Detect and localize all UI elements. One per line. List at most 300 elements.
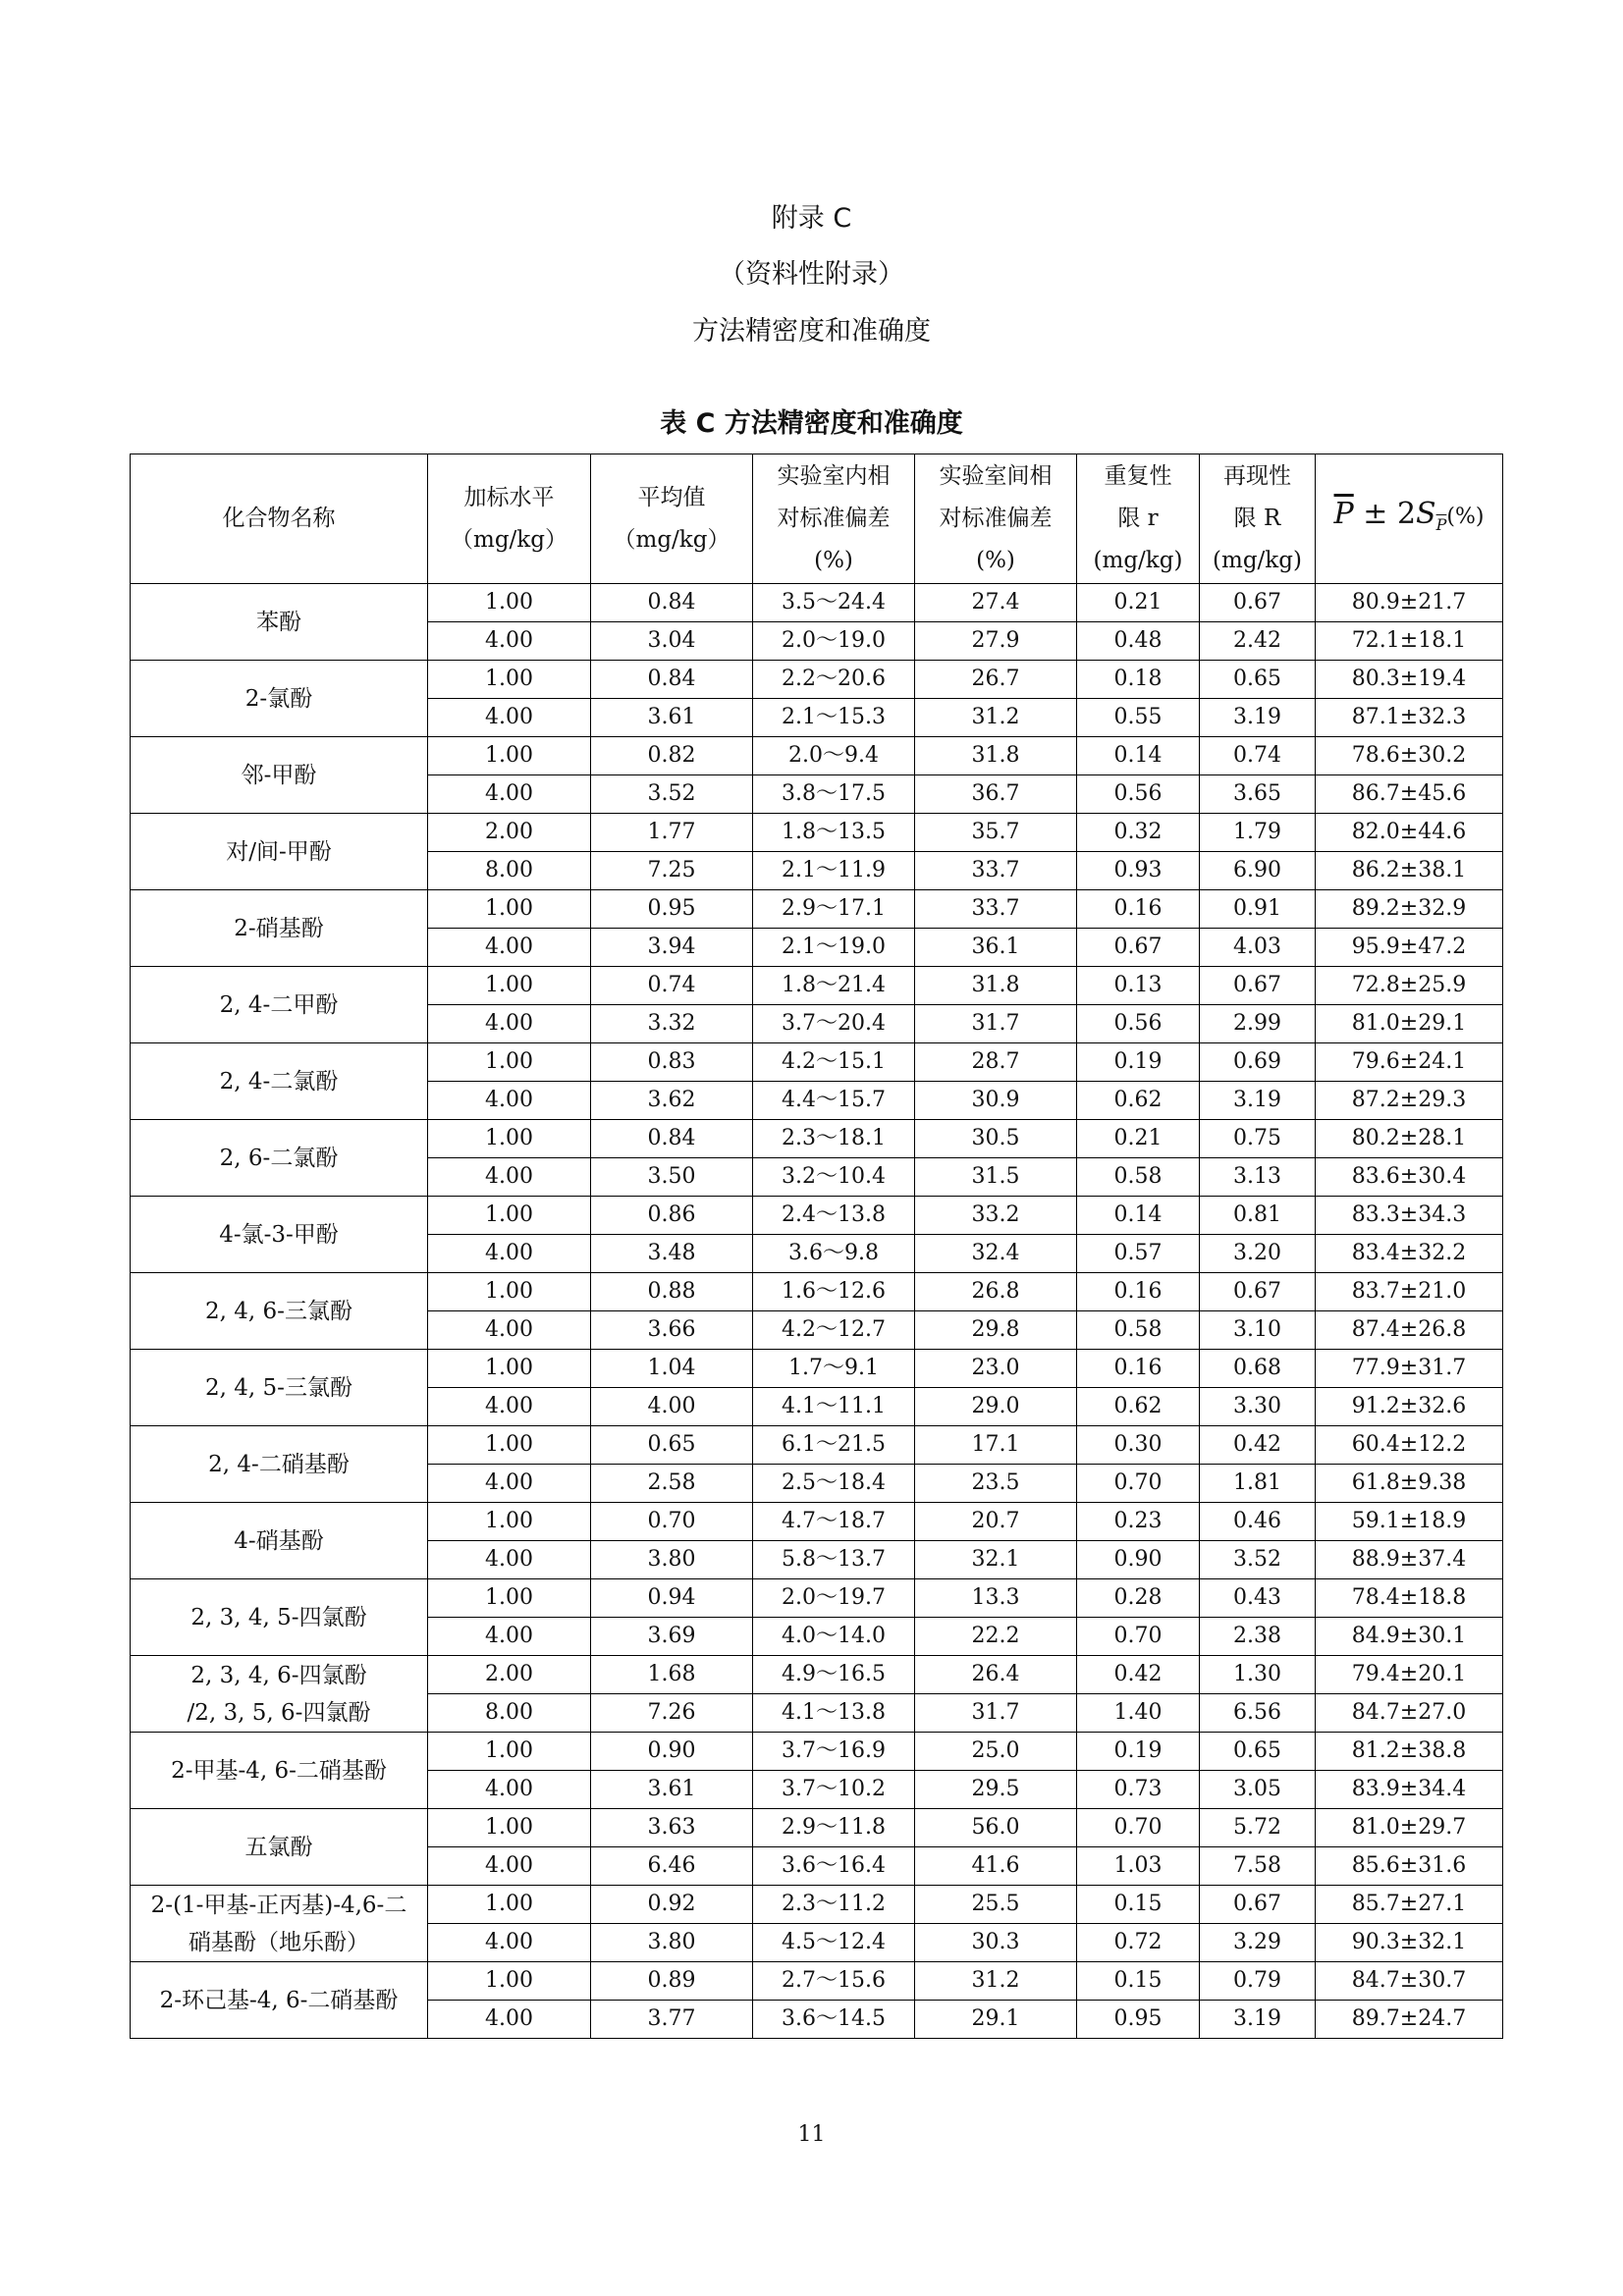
repeatability-cell: 0.28 (1077, 1579, 1200, 1618)
intra-lab-rsd-cell: 5.8～13.7 (753, 1541, 915, 1579)
plus-minus-text: ± 2 (1353, 496, 1417, 531)
recovery-cell: 87.1±32.3 (1316, 699, 1503, 737)
recovery-cell: 81.0±29.7 (1316, 1809, 1503, 1847)
intra-lab-rsd-cell: 2.7～15.6 (753, 1962, 915, 2001)
intra-lab-rsd-cell: 2.3～11.2 (753, 1886, 915, 1924)
recovery-cell: 83.7±21.0 (1316, 1273, 1503, 1311)
intra-lab-rsd-cell: 1.8～13.5 (753, 814, 915, 852)
page-number: 11 (797, 2122, 826, 2147)
reproducibility-cell: 0.65 (1200, 661, 1316, 699)
recovery-cell: 89.2±32.9 (1316, 890, 1503, 929)
table-row (131, 1809, 1503, 1847)
recovery-cell: 59.1±18.9 (1316, 1503, 1503, 1541)
inter-lab-rsd-cell: 30.3 (915, 1924, 1077, 1962)
intra-lab-rsd-cell: 2.9～17.1 (753, 890, 915, 929)
spike-level-cell: 1.00 (428, 1886, 591, 1924)
inter-lab-rsd-cell: 23.0 (915, 1350, 1077, 1388)
appendix-title: 附录 C (771, 203, 852, 234)
intra-lab-rsd-cell: 3.6～9.8 (753, 1235, 915, 1273)
inter-lab-rsd-cell: 29.5 (915, 1771, 1077, 1809)
reproducibility-cell: 0.91 (1200, 890, 1316, 929)
table-header (131, 454, 1503, 584)
repeatability-cell: 1.40 (1077, 1694, 1200, 1733)
spike-level-cell: 4.00 (428, 1235, 591, 1273)
compound-name-cell: 2, 4-二氯酚 (131, 1043, 428, 1120)
table-row (131, 1962, 1503, 2001)
compound-name-cell: 2, 6-二氯酚 (131, 1120, 428, 1197)
mean-value-cell: 0.86 (591, 1197, 753, 1235)
spike-level-cell: 4.00 (428, 1541, 591, 1579)
recovery-cell: 60.4±12.2 (1316, 1426, 1503, 1465)
table-row (131, 1886, 1503, 1924)
recovery-cell: 87.2±29.3 (1316, 1082, 1503, 1120)
recovery-cell: 84.7±30.7 (1316, 1962, 1503, 2001)
table-body (131, 584, 1503, 2039)
spike-level-cell: 4.00 (428, 929, 591, 967)
recovery-cell: 61.8±9.38 (1316, 1465, 1503, 1503)
recovery-cell: 82.0±44.6 (1316, 814, 1503, 852)
mean-value-cell: 4.00 (591, 1388, 753, 1426)
inter-lab-rsd-cell: 56.0 (915, 1809, 1077, 1847)
intra-lab-rsd-cell: 1.6～12.6 (753, 1273, 915, 1311)
spike-level-cell: 1.00 (428, 1426, 591, 1465)
mean-value-cell: 0.95 (591, 890, 753, 929)
repeatability-cell: 0.16 (1077, 1350, 1200, 1388)
mean-value-cell: 3.04 (591, 622, 753, 661)
spike-level-cell: 4.00 (428, 1465, 591, 1503)
header-row (131, 454, 1503, 584)
intra-lab-rsd-cell: 4.2～12.7 (753, 1311, 915, 1350)
reproducibility-cell: 2.42 (1200, 622, 1316, 661)
p-bar-symbol: $\overline{P}$ (1333, 496, 1354, 531)
repeatability-cell: 0.14 (1077, 737, 1200, 775)
reproducibility-cell: 0.42 (1200, 1426, 1316, 1465)
compound-name-cell: 2-甲基-4, 6-二硝基酚 (131, 1733, 428, 1809)
percent-unit: (%) (1446, 504, 1485, 529)
reproducibility-cell: 4.03 (1200, 929, 1316, 967)
table-row (131, 1426, 1503, 1465)
repeatability-cell: 0.57 (1077, 1235, 1200, 1273)
inter-lab-rsd-cell: 32.4 (915, 1235, 1077, 1273)
spike-level-cell: 4.00 (428, 622, 591, 661)
inter-lab-rsd-cell: 22.2 (915, 1618, 1077, 1656)
table-row (131, 1273, 1503, 1311)
reproducibility-cell: 3.30 (1200, 1388, 1316, 1426)
repeatability-cell: 0.55 (1077, 699, 1200, 737)
spike-level-cell: 8.00 (428, 852, 591, 890)
inter-lab-rsd-cell: 30.5 (915, 1120, 1077, 1158)
recovery-cell: 90.3±32.1 (1316, 1924, 1503, 1962)
intra-lab-rsd-cell: 3.8～17.5 (753, 775, 915, 814)
mean-value-cell: 3.48 (591, 1235, 753, 1273)
inter-lab-rsd-cell: 30.9 (915, 1082, 1077, 1120)
mean-value-cell: 0.84 (591, 1120, 753, 1158)
repeatability-cell: 0.72 (1077, 1924, 1200, 1962)
reproducibility-cell: 3.19 (1200, 699, 1316, 737)
repeatability-cell: 0.48 (1077, 622, 1200, 661)
table-row (131, 1579, 1503, 1618)
intra-lab-rsd-cell: 3.5～24.4 (753, 584, 915, 622)
table-row (131, 1197, 1503, 1235)
compound-name-cell: 对/间-甲酚 (131, 814, 428, 890)
reproducibility-cell: 1.30 (1200, 1656, 1316, 1694)
inter-lab-rsd-cell: 31.7 (915, 1694, 1077, 1733)
intra-lab-rsd-cell: 4.1～13.8 (753, 1694, 915, 1733)
repeatability-cell: 0.56 (1077, 1005, 1200, 1043)
inter-lab-rsd-cell: 29.8 (915, 1311, 1077, 1350)
recovery-cell: 80.3±19.4 (1316, 661, 1503, 699)
mean-value-cell: 3.66 (591, 1311, 753, 1350)
recovery-cell: 78.6±30.2 (1316, 737, 1503, 775)
repeatability-cell: 0.95 (1077, 2001, 1200, 2039)
recovery-cell: 85.6±31.6 (1316, 1847, 1503, 1886)
spike-level-cell: 4.00 (428, 1005, 591, 1043)
reproducibility-cell: 0.43 (1200, 1579, 1316, 1618)
repeatability-cell: 0.90 (1077, 1541, 1200, 1579)
inter-lab-rsd-cell: 20.7 (915, 1503, 1077, 1541)
table-caption: 表 C 方法精密度和准确度 (660, 408, 963, 439)
header-intra-lab-rsd: 实验室内相 对标准偏差 (%) (753, 454, 915, 584)
intra-lab-rsd-cell: 3.7～20.4 (753, 1005, 915, 1043)
reproducibility-cell: 6.56 (1200, 1694, 1316, 1733)
mean-value-cell: 1.68 (591, 1656, 753, 1694)
compound-name-cell: 4-氯-3-甲酚 (131, 1197, 428, 1273)
inter-lab-rsd-cell: 25.5 (915, 1886, 1077, 1924)
intra-lab-rsd-cell: 2.5～18.4 (753, 1465, 915, 1503)
header-recovery-formula (1316, 454, 1503, 584)
spike-level-cell: 1.00 (428, 584, 591, 622)
inter-lab-rsd-cell: 25.0 (915, 1733, 1077, 1771)
header-compound-name: 化合物名称 (131, 454, 428, 584)
repeatability-cell: 1.03 (1077, 1847, 1200, 1886)
spike-level-cell: 8.00 (428, 1694, 591, 1733)
table-row (131, 737, 1503, 775)
spike-level-cell: 4.00 (428, 775, 591, 814)
reproducibility-cell: 0.67 (1200, 1273, 1316, 1311)
compound-name-cell: 2-(1-甲基-正丙基)-4,6-二 硝基酚（地乐酚） (131, 1886, 428, 1962)
repeatability-cell: 0.70 (1077, 1809, 1200, 1847)
inter-lab-rsd-cell: 32.1 (915, 1541, 1077, 1579)
spike-level-cell: 4.00 (428, 1924, 591, 1962)
intra-lab-rsd-cell: 4.2～15.1 (753, 1043, 915, 1082)
compound-name-cell: 2, 4-二甲酚 (131, 967, 428, 1043)
reproducibility-cell: 0.69 (1200, 1043, 1316, 1082)
inter-lab-rsd-cell: 31.8 (915, 737, 1077, 775)
spike-level-cell: 1.00 (428, 1503, 591, 1541)
repeatability-cell: 0.70 (1077, 1465, 1200, 1503)
mean-value-cell: 6.46 (591, 1847, 753, 1886)
spike-level-cell: 1.00 (428, 1962, 591, 2001)
repeatability-cell: 0.16 (1077, 1273, 1200, 1311)
repeatability-cell: 0.62 (1077, 1082, 1200, 1120)
spike-level-cell: 1.00 (428, 890, 591, 929)
reproducibility-cell: 0.74 (1200, 737, 1316, 775)
compound-name-cell: 2, 3, 4, 6-四氯酚 /2, 3, 5, 6-四氯酚 (131, 1656, 428, 1733)
table-row (131, 814, 1503, 852)
table-row (131, 1656, 1503, 1694)
recovery-cell: 86.7±45.6 (1316, 775, 1503, 814)
mean-value-cell: 3.62 (591, 1082, 753, 1120)
reproducibility-cell: 3.65 (1200, 775, 1316, 814)
mean-value-cell: 1.04 (591, 1350, 753, 1388)
recovery-cell: 95.9±47.2 (1316, 929, 1503, 967)
intra-lab-rsd-cell: 4.5～12.4 (753, 1924, 915, 1962)
reproducibility-cell: 0.67 (1200, 967, 1316, 1005)
reproducibility-cell: 2.38 (1200, 1618, 1316, 1656)
inter-lab-rsd-cell: 28.7 (915, 1043, 1077, 1082)
recovery-cell: 88.9±37.4 (1316, 1541, 1503, 1579)
spike-level-cell: 4.00 (428, 1847, 591, 1886)
inter-lab-rsd-cell: 27.9 (915, 622, 1077, 661)
appendix-type: （资料性附录） (719, 259, 904, 290)
inter-lab-rsd-cell: 26.7 (915, 661, 1077, 699)
intra-lab-rsd-cell: 2.3～18.1 (753, 1120, 915, 1158)
intra-lab-rsd-cell: 2.4～13.8 (753, 1197, 915, 1235)
inter-lab-rsd-cell: 31.2 (915, 699, 1077, 737)
compound-name-cell: 苯酚 (131, 584, 428, 661)
recovery-cell: 83.9±34.4 (1316, 1771, 1503, 1809)
recovery-cell: 84.9±30.1 (1316, 1618, 1503, 1656)
mean-value-cell: 3.52 (591, 775, 753, 814)
spike-level-cell: 1.00 (428, 1579, 591, 1618)
mean-value-cell: 0.74 (591, 967, 753, 1005)
spike-level-cell: 4.00 (428, 1618, 591, 1656)
spike-level-cell: 1.00 (428, 1809, 591, 1847)
intra-lab-rsd-cell: 4.1～11.1 (753, 1388, 915, 1426)
mean-value-cell: 0.70 (591, 1503, 753, 1541)
mean-value-cell: 3.77 (591, 2001, 753, 2039)
intra-lab-rsd-cell: 2.1～19.0 (753, 929, 915, 967)
inter-lab-rsd-cell: 33.7 (915, 852, 1077, 890)
compound-name-cell: 五氯酚 (131, 1809, 428, 1886)
mean-value-cell: 3.61 (591, 699, 753, 737)
inter-lab-rsd-cell: 35.7 (915, 814, 1077, 852)
repeatability-cell: 0.14 (1077, 1197, 1200, 1235)
reproducibility-cell: 3.19 (1200, 2001, 1316, 2039)
reproducibility-cell: 5.72 (1200, 1809, 1316, 1847)
mean-value-cell: 0.88 (591, 1273, 753, 1311)
spike-level-cell: 1.00 (428, 1733, 591, 1771)
spike-level-cell: 4.00 (428, 1388, 591, 1426)
inter-lab-rsd-cell: 13.3 (915, 1579, 1077, 1618)
intra-lab-rsd-cell: 4.9～16.5 (753, 1656, 915, 1694)
recovery-cell: 89.7±24.7 (1316, 2001, 1503, 2039)
header-mean-value: 平均值 （mg/kg） (591, 454, 753, 584)
intra-lab-rsd-cell: 6.1～21.5 (753, 1426, 915, 1465)
repeatability-cell: 0.23 (1077, 1503, 1200, 1541)
spike-level-cell: 4.00 (428, 1158, 591, 1197)
table-row (131, 967, 1503, 1005)
table-row (131, 1043, 1503, 1082)
reproducibility-cell: 7.58 (1200, 1847, 1316, 1886)
inter-lab-rsd-cell: 29.0 (915, 1388, 1077, 1426)
compound-name-cell: 2, 4, 5-三氯酚 (131, 1350, 428, 1426)
intra-lab-rsd-cell: 3.7～10.2 (753, 1771, 915, 1809)
reproducibility-cell: 1.79 (1200, 814, 1316, 852)
mean-value-cell: 0.84 (591, 661, 753, 699)
spike-level-cell: 4.00 (428, 1311, 591, 1350)
intra-lab-rsd-cell: 4.4～15.7 (753, 1082, 915, 1120)
recovery-cell: 85.7±27.1 (1316, 1886, 1503, 1924)
reproducibility-cell: 0.75 (1200, 1120, 1316, 1158)
mean-value-cell: 0.83 (591, 1043, 753, 1082)
spike-level-cell: 1.00 (428, 1043, 591, 1082)
spike-level-cell: 2.00 (428, 814, 591, 852)
repeatability-cell: 0.13 (1077, 967, 1200, 1005)
compound-name-cell: 2, 3, 4, 5-四氯酚 (131, 1579, 428, 1656)
compound-name-cell: 2, 4-二硝基酚 (131, 1426, 428, 1503)
mean-value-cell: 3.50 (591, 1158, 753, 1197)
mean-value-cell: 0.94 (591, 1579, 753, 1618)
inter-lab-rsd-cell: 36.1 (915, 929, 1077, 967)
reproducibility-cell: 3.19 (1200, 1082, 1316, 1120)
header-spike-level: 加标水平 （mg/kg） (428, 454, 591, 584)
reproducibility-cell: 2.99 (1200, 1005, 1316, 1043)
reproducibility-cell: 6.90 (1200, 852, 1316, 890)
repeatability-cell: 0.15 (1077, 1962, 1200, 2001)
intra-lab-rsd-cell: 2.2～20.6 (753, 661, 915, 699)
reproducibility-cell: 3.52 (1200, 1541, 1316, 1579)
recovery-cell: 72.1±18.1 (1316, 622, 1503, 661)
repeatability-cell: 0.15 (1077, 1886, 1200, 1924)
repeatability-cell: 0.70 (1077, 1618, 1200, 1656)
recovery-cell: 78.4±18.8 (1316, 1579, 1503, 1618)
intra-lab-rsd-cell: 1.8～21.4 (753, 967, 915, 1005)
inter-lab-rsd-cell: 27.4 (915, 584, 1077, 622)
appendix-subject: 方法精密度和准确度 (692, 316, 931, 347)
spike-level-cell: 2.00 (428, 1656, 591, 1694)
reproducibility-cell: 0.81 (1200, 1197, 1316, 1235)
intra-lab-rsd-cell: 3.6～16.4 (753, 1847, 915, 1886)
table-row (131, 1120, 1503, 1158)
mean-value-cell: 7.26 (591, 1694, 753, 1733)
recovery-cell: 72.8±25.9 (1316, 967, 1503, 1005)
repeatability-cell: 0.93 (1077, 852, 1200, 890)
compound-name-cell: 4-硝基酚 (131, 1503, 428, 1579)
mean-value-cell: 3.61 (591, 1771, 753, 1809)
inter-lab-rsd-cell: 26.8 (915, 1273, 1077, 1311)
repeatability-cell: 0.56 (1077, 775, 1200, 814)
mean-value-cell: 3.80 (591, 1541, 753, 1579)
repeatability-cell: 0.42 (1077, 1656, 1200, 1694)
reproducibility-cell: 3.20 (1200, 1235, 1316, 1273)
p-subscript: P (1435, 514, 1447, 534)
mean-value-cell: 3.94 (591, 929, 753, 967)
repeatability-cell: 0.16 (1077, 890, 1200, 929)
mean-value-cell: 3.69 (591, 1618, 753, 1656)
recovery-cell: 80.9±21.7 (1316, 584, 1503, 622)
mean-value-cell: 3.32 (591, 1005, 753, 1043)
intra-lab-rsd-cell: 2.0～19.7 (753, 1579, 915, 1618)
intra-lab-rsd-cell: 2.1～11.9 (753, 852, 915, 890)
mean-value-cell: 0.84 (591, 584, 753, 622)
inter-lab-rsd-cell: 26.4 (915, 1656, 1077, 1694)
recovery-cell: 86.2±38.1 (1316, 852, 1503, 890)
spike-level-cell: 1.00 (428, 1197, 591, 1235)
header-inter-lab-rsd: 实验室间相 对标准偏差 (%) (915, 454, 1077, 584)
inter-lab-rsd-cell: 33.2 (915, 1197, 1077, 1235)
spike-level-cell: 1.00 (428, 1120, 591, 1158)
repeatability-cell: 0.73 (1077, 1771, 1200, 1809)
recovery-cell: 81.0±29.1 (1316, 1005, 1503, 1043)
intra-lab-rsd-cell: 2.0～19.0 (753, 622, 915, 661)
inter-lab-rsd-cell: 31.8 (915, 967, 1077, 1005)
spike-level-cell: 1.00 (428, 967, 591, 1005)
intra-lab-rsd-cell: 3.7～16.9 (753, 1733, 915, 1771)
repeatability-cell: 0.21 (1077, 584, 1200, 622)
spike-level-cell: 4.00 (428, 1082, 591, 1120)
reproducibility-cell: 3.13 (1200, 1158, 1316, 1197)
s-symbol: S (1416, 496, 1436, 531)
compound-name-cell: 2-氯酚 (131, 661, 428, 737)
recovery-cell: 83.6±30.4 (1316, 1158, 1503, 1197)
mean-value-cell: 0.90 (591, 1733, 753, 1771)
compound-name-cell: 2, 4, 6-三氯酚 (131, 1273, 428, 1350)
table-row (131, 661, 1503, 699)
inter-lab-rsd-cell: 17.1 (915, 1426, 1077, 1465)
reproducibility-cell: 0.79 (1200, 1962, 1316, 2001)
compound-name-cell: 2-环己基-4, 6-二硝基酚 (131, 1962, 428, 2039)
recovery-cell: 80.2±28.1 (1316, 1120, 1503, 1158)
spike-level-cell: 4.00 (428, 1771, 591, 1809)
mean-value-cell: 0.92 (591, 1886, 753, 1924)
recovery-cell: 81.2±38.8 (1316, 1733, 1503, 1771)
repeatability-cell: 0.19 (1077, 1733, 1200, 1771)
reproducibility-cell: 3.05 (1200, 1771, 1316, 1809)
reproducibility-cell: 3.10 (1200, 1311, 1316, 1350)
intra-lab-rsd-cell: 3.2～10.4 (753, 1158, 915, 1197)
table-row (131, 1503, 1503, 1541)
inter-lab-rsd-cell: 33.7 (915, 890, 1077, 929)
mean-value-cell: 1.77 (591, 814, 753, 852)
mean-value-cell: 0.65 (591, 1426, 753, 1465)
reproducibility-cell: 0.65 (1200, 1733, 1316, 1771)
reproducibility-cell: 3.29 (1200, 1924, 1316, 1962)
mean-value-cell: 0.82 (591, 737, 753, 775)
recovery-cell: 79.4±20.1 (1316, 1656, 1503, 1694)
spike-level-cell: 4.00 (428, 699, 591, 737)
repeatability-cell: 0.30 (1077, 1426, 1200, 1465)
recovery-cell: 84.7±27.0 (1316, 1694, 1503, 1733)
table-row (131, 584, 1503, 622)
spike-level-cell: 1.00 (428, 661, 591, 699)
mean-value-cell: 3.63 (591, 1809, 753, 1847)
repeatability-cell: 0.58 (1077, 1311, 1200, 1350)
repeatability-cell: 0.62 (1077, 1388, 1200, 1426)
recovery-cell: 91.2±32.6 (1316, 1388, 1503, 1426)
compound-name-cell: 邻-甲酚 (131, 737, 428, 814)
repeatability-cell: 0.67 (1077, 929, 1200, 967)
repeatability-cell: 0.21 (1077, 1120, 1200, 1158)
recovery-cell: 79.6±24.1 (1316, 1043, 1503, 1082)
spike-level-cell: 1.00 (428, 1350, 591, 1388)
precision-accuracy-table (130, 454, 1503, 2039)
reproducibility-cell: 0.67 (1200, 1886, 1316, 1924)
recovery-cell: 83.3±34.3 (1316, 1197, 1503, 1235)
intra-lab-rsd-cell: 4.7～18.7 (753, 1503, 915, 1541)
recovery-cell: 87.4±26.8 (1316, 1311, 1503, 1350)
reproducibility-cell: 1.81 (1200, 1465, 1316, 1503)
table-row (131, 1350, 1503, 1388)
intra-lab-rsd-cell: 2.0～9.4 (753, 737, 915, 775)
compound-name-cell: 2-硝基酚 (131, 890, 428, 967)
intra-lab-rsd-cell: 2.9～11.8 (753, 1809, 915, 1847)
inter-lab-rsd-cell: 31.7 (915, 1005, 1077, 1043)
inter-lab-rsd-cell: 36.7 (915, 775, 1077, 814)
mean-value-cell: 7.25 (591, 852, 753, 890)
inter-lab-rsd-cell: 29.1 (915, 2001, 1077, 2039)
repeatability-cell: 0.18 (1077, 661, 1200, 699)
